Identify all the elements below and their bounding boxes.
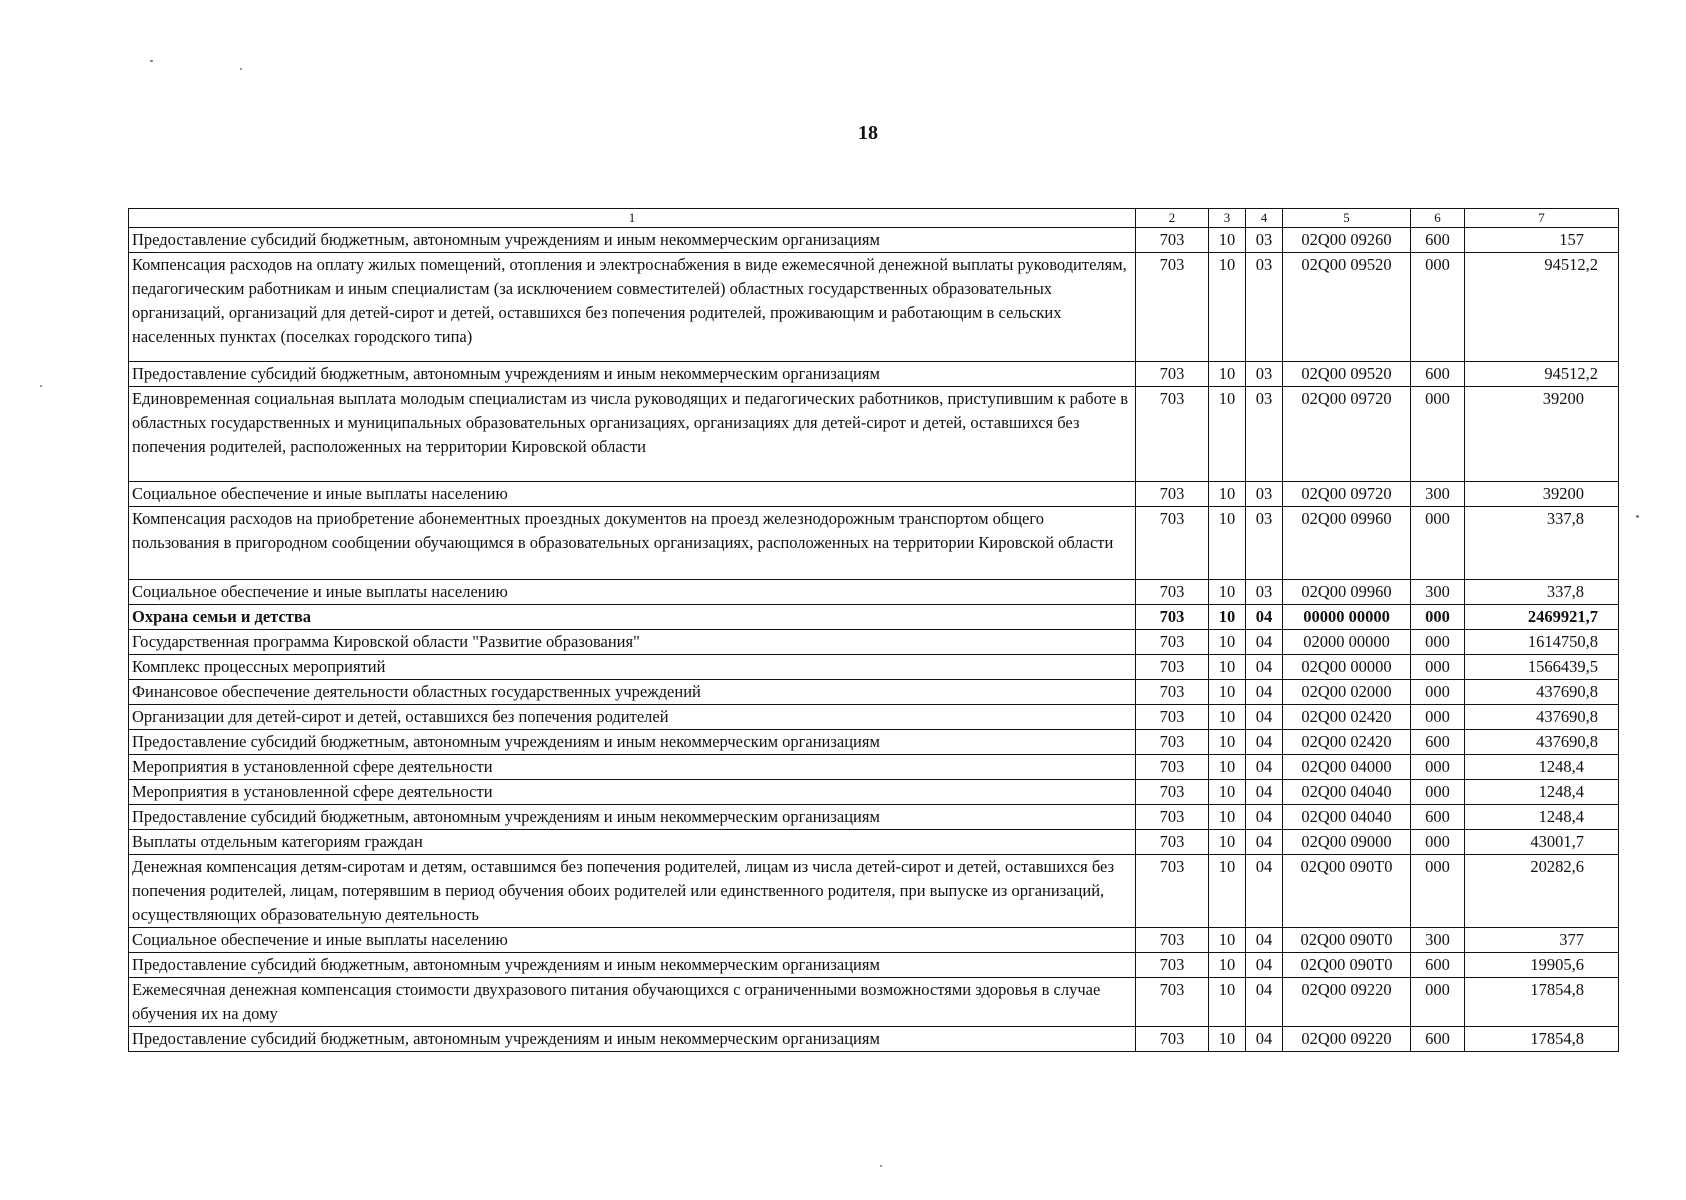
- code-cell: 10: [1209, 580, 1246, 605]
- amount-cell: 1614750,8: [1465, 630, 1619, 655]
- row-name: Ежемесячная денежная компенсация стоимости двухразового питания обучающихся с ограниченными возможностями здоровья в случае обучения их на дому: [129, 978, 1136, 1027]
- row-name: Предоставление субсидий бюджетным, автономным учреждениям и иным некоммерческим организациям: [129, 362, 1136, 387]
- code-cell: 02Q00 09960: [1283, 507, 1411, 580]
- amount-cell: 17854,8: [1465, 978, 1619, 1027]
- code-cell: 04: [1246, 630, 1283, 655]
- amount-cell: 337,8: [1465, 580, 1619, 605]
- table-row: [129, 655, 1619, 680]
- amount-cell: 43001,7: [1465, 830, 1619, 855]
- code-cell: 703: [1136, 855, 1209, 928]
- code-cell: 000: [1411, 978, 1465, 1027]
- code-cell: 600: [1411, 228, 1465, 253]
- code-cell: 02Q00 09960: [1283, 580, 1411, 605]
- row-name: Государственная программа Кировской области "Развитие образования": [129, 630, 1136, 655]
- row-name: Комплекс процессных мероприятий: [129, 655, 1136, 680]
- column-header: 3: [1209, 209, 1246, 228]
- code-cell: 03: [1246, 253, 1283, 362]
- code-cell: 02Q00 00000: [1283, 655, 1411, 680]
- code-cell: 10: [1209, 855, 1246, 928]
- table-row: [129, 928, 1619, 953]
- code-cell: 02Q00 090T0: [1283, 953, 1411, 978]
- column-header: 2: [1136, 209, 1209, 228]
- amount-cell: 337,8: [1465, 507, 1619, 580]
- table-row: [129, 830, 1619, 855]
- code-cell: 02Q00 09520: [1283, 362, 1411, 387]
- code-cell: 703: [1136, 655, 1209, 680]
- code-cell: 300: [1411, 580, 1465, 605]
- code-cell: 03: [1246, 387, 1283, 482]
- code-cell: 10: [1209, 630, 1246, 655]
- amount-cell: 39200: [1465, 482, 1619, 507]
- table-row: [129, 387, 1619, 482]
- code-cell: 300: [1411, 482, 1465, 507]
- code-cell: 703: [1136, 780, 1209, 805]
- code-cell: 02Q00 04040: [1283, 780, 1411, 805]
- table-row: [129, 755, 1619, 780]
- code-cell: 703: [1136, 755, 1209, 780]
- code-cell: 02Q00 09220: [1283, 1027, 1411, 1052]
- row-name: Выплаты отдельным категориям граждан: [129, 830, 1136, 855]
- code-cell: 02Q00 04000: [1283, 755, 1411, 780]
- table-row: [129, 780, 1619, 805]
- code-cell: 02Q00 02000: [1283, 680, 1411, 705]
- column-header: 5: [1283, 209, 1411, 228]
- code-cell: 300: [1411, 928, 1465, 953]
- code-cell: 000: [1411, 605, 1465, 630]
- table-row: [129, 630, 1619, 655]
- code-cell: 000: [1411, 780, 1465, 805]
- row-name: Компенсация расходов на оплату жилых помещений, отопления и электроснабжения в виде ежемесячной денежной выплаты руководителям, педагогическим работникам и иным специалистам (за исключением совместителей) областных государственных образовательных организаций, организаций для детей-сирот и детей, оставшихся без попечения родителей, проживающим и работающим в сельских населенных пунктах (поселках городского типа): [129, 253, 1136, 362]
- code-cell: 10: [1209, 362, 1246, 387]
- scan-speck: [240, 68, 242, 70]
- code-cell: 04: [1246, 755, 1283, 780]
- code-cell: 04: [1246, 1027, 1283, 1052]
- code-cell: 703: [1136, 805, 1209, 830]
- row-name: Финансовое обеспечение деятельности областных государственных учреждений: [129, 680, 1136, 705]
- amount-cell: 2469921,7: [1465, 605, 1619, 630]
- scan-speck: [150, 60, 153, 62]
- code-cell: 10: [1209, 830, 1246, 855]
- code-cell: 703: [1136, 605, 1209, 630]
- code-cell: 703: [1136, 228, 1209, 253]
- amount-cell: 437690,8: [1465, 680, 1619, 705]
- code-cell: 10: [1209, 680, 1246, 705]
- code-cell: 703: [1136, 830, 1209, 855]
- table-row: [129, 705, 1619, 730]
- code-cell: 703: [1136, 482, 1209, 507]
- row-name: Социальное обеспечение и иные выплаты населению: [129, 928, 1136, 953]
- table-row: [129, 362, 1619, 387]
- row-name: Социальное обеспечение и иные выплаты населению: [129, 580, 1136, 605]
- row-name: Организации для детей-сирот и детей, оставшихся без попечения родителей: [129, 705, 1136, 730]
- code-cell: 10: [1209, 705, 1246, 730]
- row-name: Предоставление субсидий бюджетным, автономным учреждениям и иным некоммерческим организациям: [129, 953, 1136, 978]
- code-cell: 03: [1246, 580, 1283, 605]
- code-cell: 600: [1411, 730, 1465, 755]
- page-number: 18: [858, 122, 878, 144]
- column-header: 4: [1246, 209, 1283, 228]
- code-cell: 03: [1246, 228, 1283, 253]
- table-row: [129, 482, 1619, 507]
- code-cell: 04: [1246, 655, 1283, 680]
- code-cell: 03: [1246, 482, 1283, 507]
- code-cell: 04: [1246, 805, 1283, 830]
- code-cell: 10: [1209, 928, 1246, 953]
- amount-cell: 377: [1465, 928, 1619, 953]
- amount-cell: 1566439,5: [1465, 655, 1619, 680]
- code-cell: 600: [1411, 805, 1465, 830]
- code-cell: 703: [1136, 253, 1209, 362]
- table-row: [129, 1027, 1619, 1052]
- code-cell: 04: [1246, 730, 1283, 755]
- amount-cell: 157: [1465, 228, 1619, 253]
- code-cell: 703: [1136, 705, 1209, 730]
- code-cell: 703: [1136, 680, 1209, 705]
- code-cell: 000: [1411, 253, 1465, 362]
- code-cell: 10: [1209, 482, 1246, 507]
- code-cell: 600: [1411, 1027, 1465, 1052]
- row-name: Денежная компенсация детям-сиротам и детям, оставшимся без попечения родителей, лицам из числа детей-сирот и детей, оставшихся без попечения родителей, лицам, потерявшим в период обучения обоих родителей или единственного родителя, при выпуске из организаций, осуществляющих образовательную деятельность: [129, 855, 1136, 928]
- table-row-section: [129, 605, 1619, 630]
- table-row: [129, 680, 1619, 705]
- scan-speck: [40, 385, 42, 387]
- code-cell: 10: [1209, 387, 1246, 482]
- code-cell: 04: [1246, 705, 1283, 730]
- code-cell: 02Q00 09520: [1283, 253, 1411, 362]
- row-name: Предоставление субсидий бюджетным, автономным учреждениям и иным некоммерческим организациям: [129, 730, 1136, 755]
- amount-cell: 17854,8: [1465, 1027, 1619, 1052]
- code-cell: 000: [1411, 705, 1465, 730]
- code-cell: 02Q00 09720: [1283, 482, 1411, 507]
- code-cell: 600: [1411, 362, 1465, 387]
- code-cell: 04: [1246, 855, 1283, 928]
- code-cell: 04: [1246, 953, 1283, 978]
- code-cell: 10: [1209, 605, 1246, 630]
- amount-cell: 94512,2: [1465, 253, 1619, 362]
- code-cell: 000: [1411, 507, 1465, 580]
- table-row: [129, 228, 1619, 253]
- amount-cell: 1248,4: [1465, 805, 1619, 830]
- table-row: [129, 953, 1619, 978]
- code-cell: 00000 00000: [1283, 605, 1411, 630]
- row-name: Единовременная социальная выплата молодым специалистам из числа руководящих и педагогических работников, приступившим к работе в областных государственных и муниципальных образовательных организациях, организациях для детей-сирот и детей, оставшихся без попечения родителей, расположенных на территории Кировской области: [129, 387, 1136, 482]
- code-cell: 02Q00 02420: [1283, 705, 1411, 730]
- row-name: Мероприятия в установленной сфере деятельности: [129, 780, 1136, 805]
- table-row: [129, 580, 1619, 605]
- code-cell: 10: [1209, 730, 1246, 755]
- row-name: Социальное обеспечение и иные выплаты населению: [129, 482, 1136, 507]
- code-cell: 02Q00 090T0: [1283, 928, 1411, 953]
- code-cell: 02Q00 090T0: [1283, 855, 1411, 928]
- code-cell: 703: [1136, 978, 1209, 1027]
- amount-cell: 437690,8: [1465, 730, 1619, 755]
- row-name: Мероприятия в установленной сфере деятельности: [129, 755, 1136, 780]
- code-cell: 600: [1411, 953, 1465, 978]
- code-cell: 703: [1136, 1027, 1209, 1052]
- code-cell: 000: [1411, 680, 1465, 705]
- code-cell: 04: [1246, 830, 1283, 855]
- header-row: [129, 209, 1619, 228]
- code-cell: 02Q00 09720: [1283, 387, 1411, 482]
- row-name: Предоставление субсидий бюджетным, автономным учреждениям и иным некоммерческим организациям: [129, 805, 1136, 830]
- code-cell: 03: [1246, 507, 1283, 580]
- code-cell: 703: [1136, 953, 1209, 978]
- code-cell: 10: [1209, 780, 1246, 805]
- column-header: 1: [129, 209, 1136, 228]
- code-cell: 703: [1136, 387, 1209, 482]
- column-header: 6: [1411, 209, 1465, 228]
- code-cell: 703: [1136, 630, 1209, 655]
- code-cell: 10: [1209, 978, 1246, 1027]
- code-cell: 03: [1246, 362, 1283, 387]
- code-cell: 000: [1411, 755, 1465, 780]
- code-cell: 02Q00 09000: [1283, 830, 1411, 855]
- code-cell: 02Q00 02420: [1283, 730, 1411, 755]
- amount-cell: 19905,6: [1465, 953, 1619, 978]
- code-cell: 02000 00000: [1283, 630, 1411, 655]
- code-cell: 10: [1209, 507, 1246, 580]
- budget-table: [128, 208, 1619, 1052]
- table-row: [129, 978, 1619, 1027]
- code-cell: 10: [1209, 655, 1246, 680]
- column-header: 7: [1465, 209, 1619, 228]
- amount-cell: 437690,8: [1465, 705, 1619, 730]
- scan-speck: [880, 1165, 882, 1167]
- code-cell: 10: [1209, 228, 1246, 253]
- table-row: [129, 253, 1619, 362]
- amount-cell: 1248,4: [1465, 780, 1619, 805]
- row-name: Предоставление субсидий бюджетным, автономным учреждениям и иным некоммерческим организациям: [129, 228, 1136, 253]
- code-cell: 10: [1209, 755, 1246, 780]
- table-row: [129, 855, 1619, 928]
- code-cell: 04: [1246, 978, 1283, 1027]
- code-cell: 02Q00 04040: [1283, 805, 1411, 830]
- code-cell: 10: [1209, 953, 1246, 978]
- code-cell: 703: [1136, 362, 1209, 387]
- code-cell: 04: [1246, 605, 1283, 630]
- amount-cell: 39200: [1465, 387, 1619, 482]
- code-cell: 04: [1246, 780, 1283, 805]
- code-cell: 10: [1209, 1027, 1246, 1052]
- row-name: Охрана семьи и детства: [129, 605, 1136, 630]
- code-cell: 02Q00 09220: [1283, 978, 1411, 1027]
- table-row: [129, 507, 1619, 580]
- code-cell: 02Q00 09260: [1283, 228, 1411, 253]
- code-cell: 000: [1411, 387, 1465, 482]
- code-cell: 000: [1411, 855, 1465, 928]
- code-cell: 10: [1209, 805, 1246, 830]
- code-cell: 04: [1246, 928, 1283, 953]
- code-cell: 04: [1246, 680, 1283, 705]
- row-name: Предоставление субсидий бюджетным, автономным учреждениям и иным некоммерческим организациям: [129, 1027, 1136, 1052]
- row-name: Компенсация расходов на приобретение абонементных проездных документов на проезд железнодорожным транспортом общего пользования в пригородном сообщении обучающимся в образовательных организациях, расположенных на территории Кировской области: [129, 507, 1136, 580]
- code-cell: 703: [1136, 507, 1209, 580]
- amount-cell: 94512,2: [1465, 362, 1619, 387]
- code-cell: 10: [1209, 253, 1246, 362]
- code-cell: 703: [1136, 580, 1209, 605]
- code-cell: 703: [1136, 730, 1209, 755]
- table-row: [129, 805, 1619, 830]
- code-cell: 000: [1411, 655, 1465, 680]
- code-cell: 000: [1411, 630, 1465, 655]
- amount-cell: 1248,4: [1465, 755, 1619, 780]
- amount-cell: 20282,6: [1465, 855, 1619, 928]
- code-cell: 703: [1136, 928, 1209, 953]
- code-cell: 000: [1411, 830, 1465, 855]
- scan-speck: [1636, 515, 1639, 518]
- table-row: [129, 730, 1619, 755]
